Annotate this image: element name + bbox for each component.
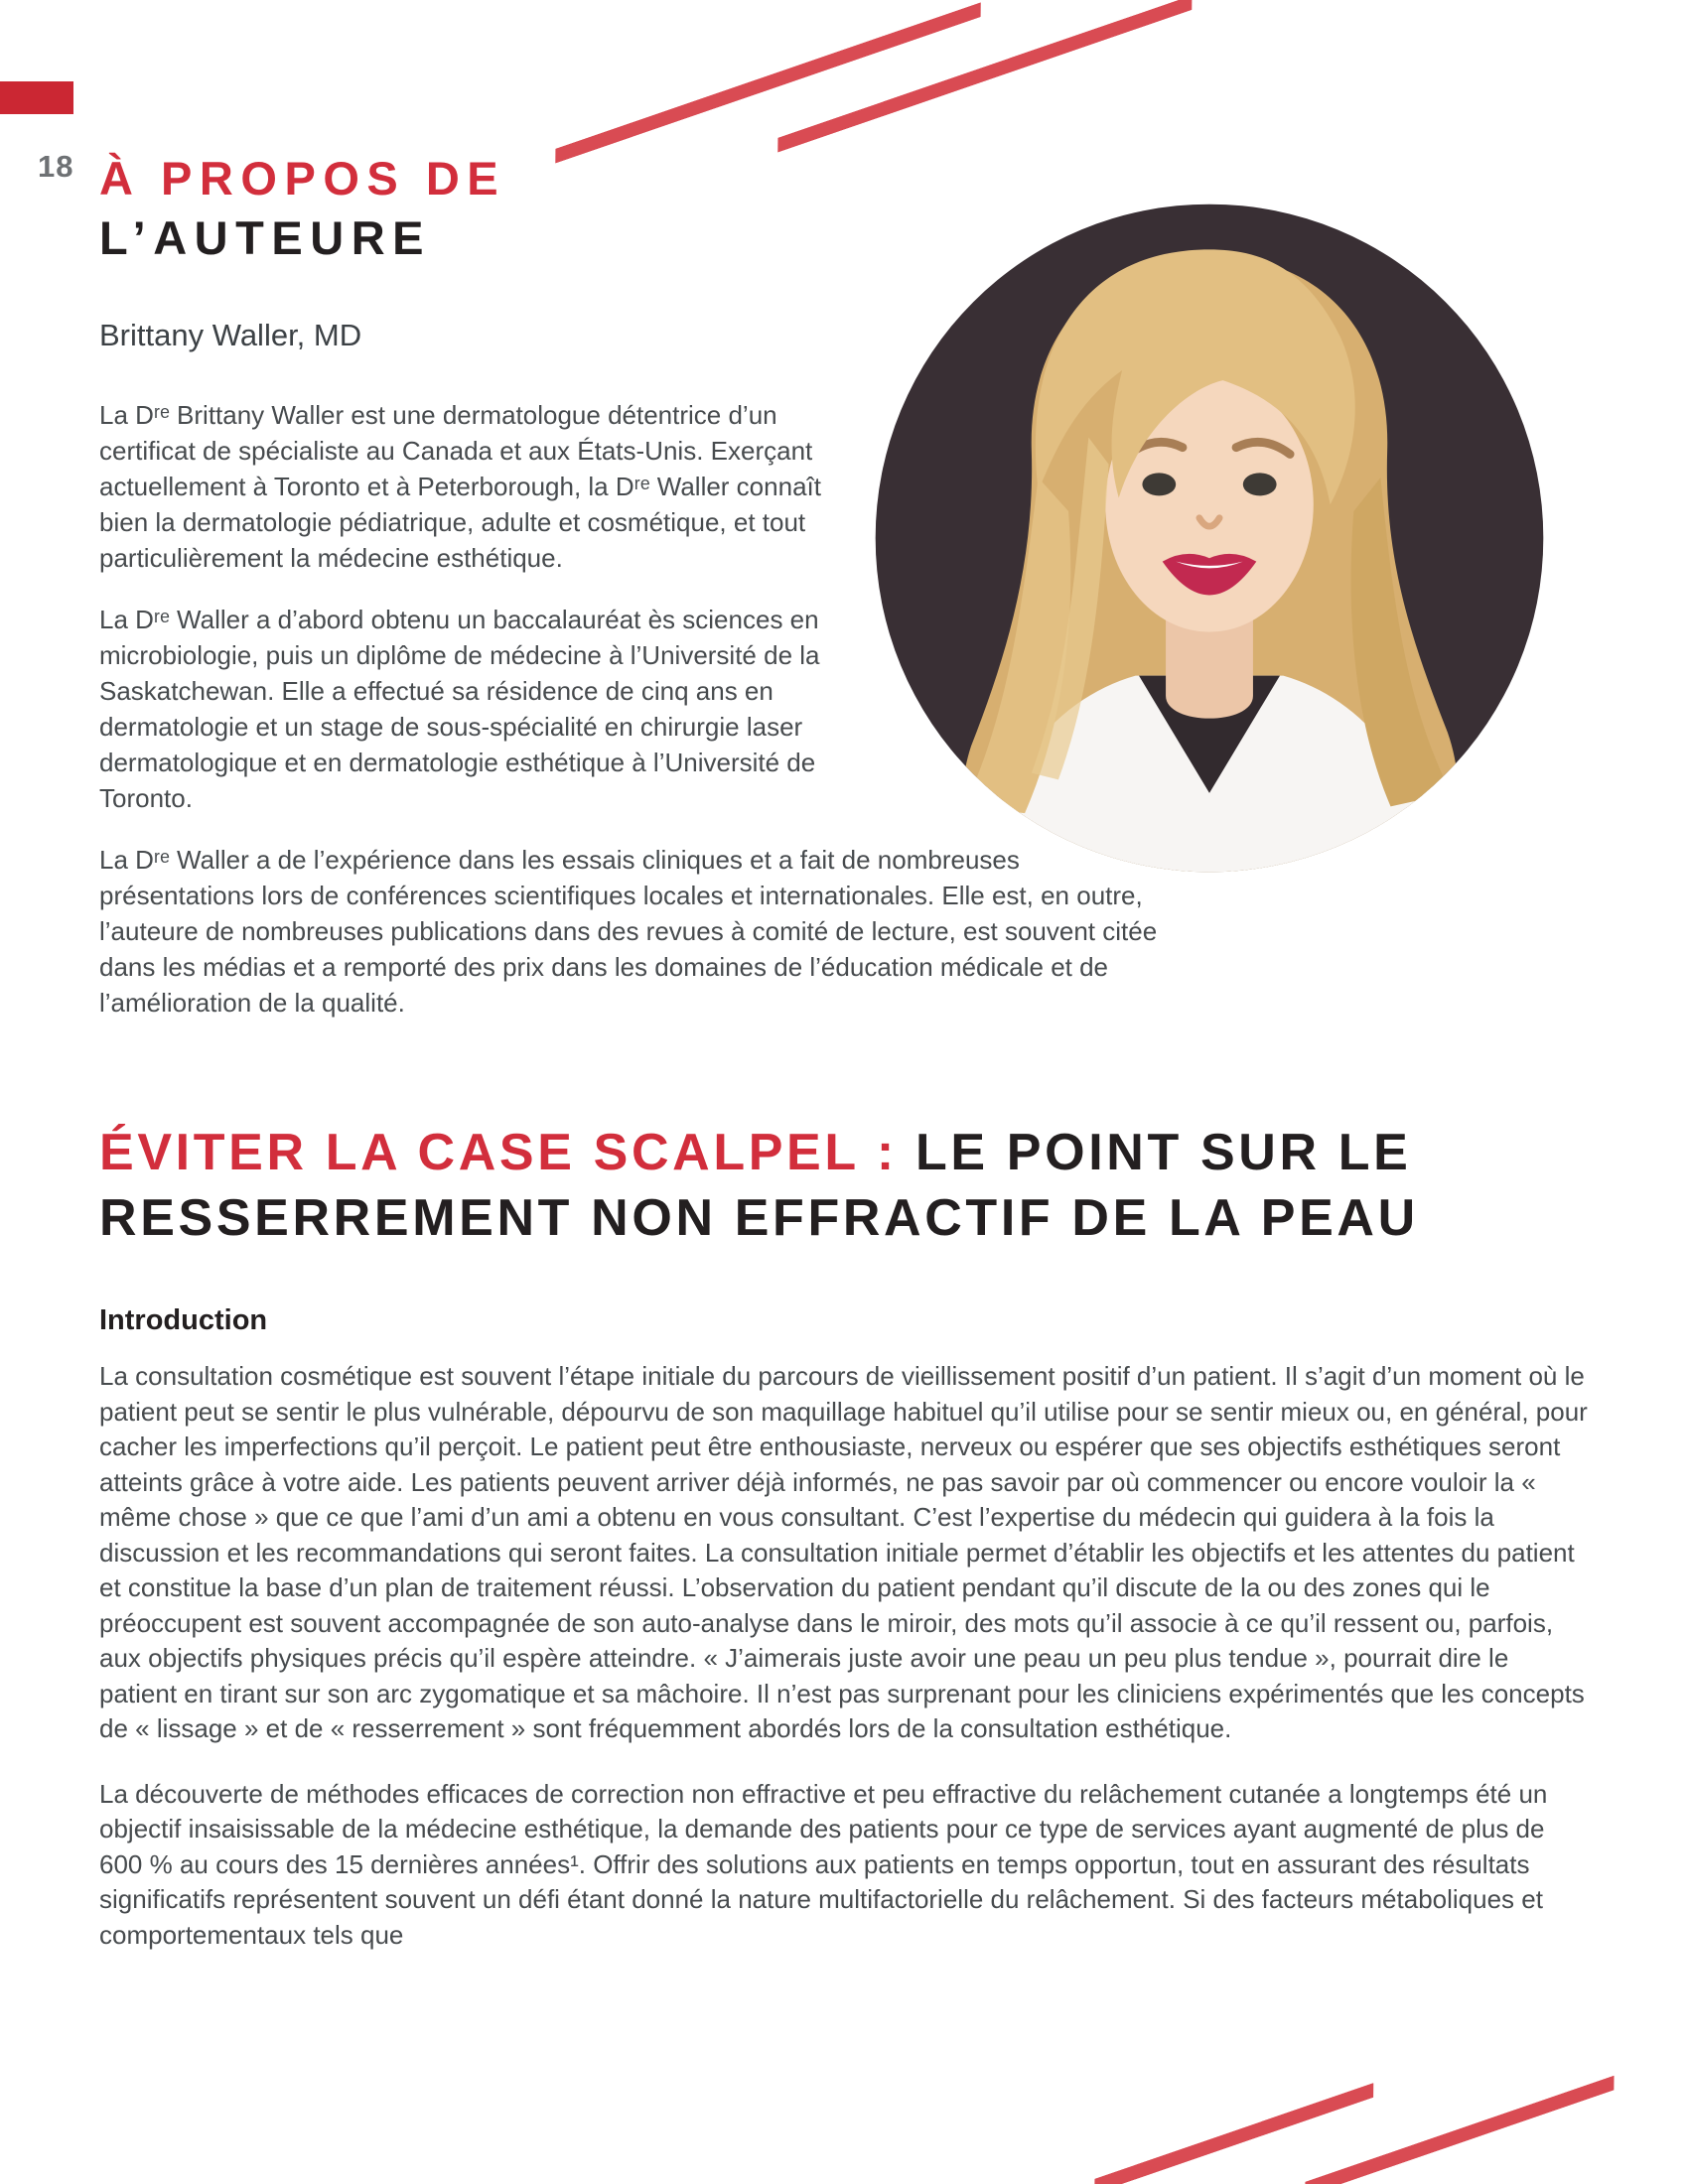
corner-accent-bar (0, 81, 73, 114)
article-title (99, 1120, 1589, 1251)
intro-paragraph-1: La consultation cosmétique est souvent l’étape initiale du parcours de vieillissement positif d’un patient. Il s’agit d’un moment où le patient peut se sentir le plus vulnérable, dépourvu de son maquillage habituel qu’il utilise pour se sentir mieux ou, en général, pour cacher les imperfections qu’il perçoit. Le patient peut être enthousiaste, nerveux ou espérer que ses objectifs esthétiques seront atteints grâce à votre aide. Les patients peuvent arriver déjà informés, ne pas savoir par où commencer ou encore vouloir la « même chose » que ce que l’ami d’un ami a obtenu en vous consultant. C’est l’expertise du médecin qui guidera à la fois la discussion et les recommandations qui seront faites. La consultation initiale permet d’établir les objectifs et les attentes du patient et constitue la base d’un plan de traitement réussi. L’observation du patient pendant qu’il discute de la ou des zones qui le préoccupent est souvent accompagnée de son auto-analyse dans le miroir, des mots qu’il associe à ce qu’il ressent ou, parfois, aux objectifs physiques précis qu’il espère atteindre. « J’aimerais juste avoir une peau un peu plus tendue », pourrait dire le patient en tirant sur son arc zygomatique et sa mâchoire. Il n’est pas surprenant pour les cliniciens expérimentés que les concepts de « lissage » et de « resserrement » sont fréquemment abordés lors de la consultation esthétique. (99, 1361, 1588, 1743)
article-section (99, 1120, 1589, 1982)
author-name: Brittany Waller, MD (99, 318, 362, 352)
top-diagonal-slash-2 (774, 0, 1196, 153)
article-title-line2: RESSERREMENT NON EFFRACTIF DE LA PEAU (99, 1189, 1419, 1247)
page-number: 18 (38, 149, 74, 184)
bottom-diagonal-slash-1 (1090, 2083, 1378, 2184)
intro-heading: Introduction (99, 1304, 268, 1336)
intro-paragraph-2: La découverte de méthodes efficaces de correction non effractive et peu effractive du relâchement cutanée a longtemps été un objectif insaisissable de la médecine esthétique, la demande des patients pour ce type de services ayant augmenté de plus de 600 % au cours des 15 dernières années¹. Offrir des solutions aux patients en temps opportun, tout en assurant des résultats significatifs représentent souvent un défi étant donné la nature multifactorielle du relâchement. Si des facteurs métaboliques et comportementaux tels que (99, 1778, 1548, 1950)
top-diagonal-slash-1 (551, 2, 986, 163)
author-bio-paragraph-1: La Dʳᵉ Brittany Waller est une dermatologue détentrice d’un certificat de spécialiste au Canada et aux États-Unis. Exerçant actuellement à Toronto et à Peterborough, la Dʳᵉ Waller connaît bien la dermatologie pédiatrique, adulte et cosmétique, et tout particulièrement la médecine esthétique. (99, 400, 821, 573)
about-title-line1: À PROPOS DE (99, 152, 506, 205)
author-bio-paragraph-2: La Dʳᵉ Waller a d’abord obtenu un baccalauréat ès sciences en microbiologie, puis un diplôme de médecine à l’Université de la Saskatchewan. Elle a effectué sa résidence de cinq ans en dermatologie et un stage de sous-spécialité en chirurgie laser dermatologique et en dermatologie esthétique à l’Université de Toronto. (99, 605, 820, 813)
about-title (99, 149, 1545, 268)
article-title-line1 (99, 1120, 1589, 1185)
author-bio-paragraph-3: La Dʳᵉ Waller a de l’expérience dans les essais cliniques et a fait de nombreuses présentations lors de conférences scientifiques locales et internationales. Elle est, en outre, l’auteure de nombreuses publications dans des revues à comité de lecture, est souvent citée dans les médias et a remporté des prix dans les domaines de l’éducation médicale et de l’amélioration de la qualité. (99, 845, 1158, 1018)
about-title-line2: L’AUTEURE (99, 211, 432, 264)
about-author-section (99, 149, 1545, 1046)
article-title-red-part: ÉVITER LA CASE SCALPEL : (99, 1124, 898, 1181)
article-title-black-part: LE POINT SUR LE (914, 1124, 1412, 1181)
